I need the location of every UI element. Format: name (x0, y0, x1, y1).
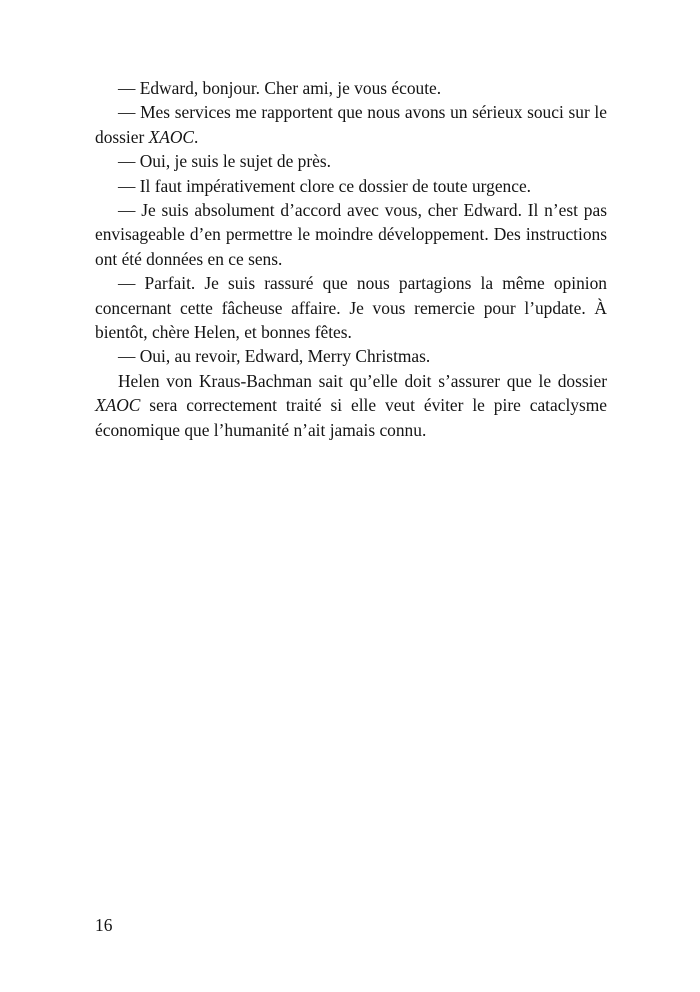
paragraph (95, 100, 607, 149)
paragraph (95, 198, 607, 271)
paragraph (95, 174, 607, 198)
paragraph (95, 149, 607, 173)
text-segment: Helen von Kraus-Bachman sait qu’elle doit s’assurer que le dossier (118, 370, 607, 391)
paragraph (95, 369, 607, 442)
paragraph (95, 344, 607, 368)
text-segment: sera correctement traité si elle veut éviter le pire cataclysme économique que l’humanité n’ait jamais connu. (95, 395, 607, 440)
text-segment: — Parfait. Je suis rassuré que nous partagions la même opinion concernant cette fâcheuse affaire. Je vous remercie pour l’update. À bientôt, chère Helen, et bonnes fêtes. (95, 273, 607, 343)
italic-text: XAOC (148, 126, 195, 147)
text-segment: — Oui, au revoir, Edward, Merry Christmas. (118, 346, 431, 367)
paragraph (95, 271, 607, 344)
italic-text: XAOC (95, 395, 141, 416)
text-segment: — Il faut impérativement clore ce dossier de toute urgence. (118, 175, 532, 196)
page-number: 16 (95, 915, 113, 935)
paragraph (95, 76, 607, 100)
text-segment: — Edward, bonjour. Cher ami, je vous écoute. (118, 78, 442, 98)
text-segment: — Je suis absolument d’accord avec vous, cher Edward. Il n’est pas envisageable d’en permettre le moindre développement. Des instructions ont été données en ce sens. (95, 200, 607, 269)
body-text (95, 76, 607, 442)
text-segment: — Mes services me rapportent que nous avons un sérieux souci sur le dossier (95, 102, 607, 147)
text-segment: — Oui, je suis le sujet de près. (118, 151, 332, 172)
text-segment: . (194, 126, 199, 147)
